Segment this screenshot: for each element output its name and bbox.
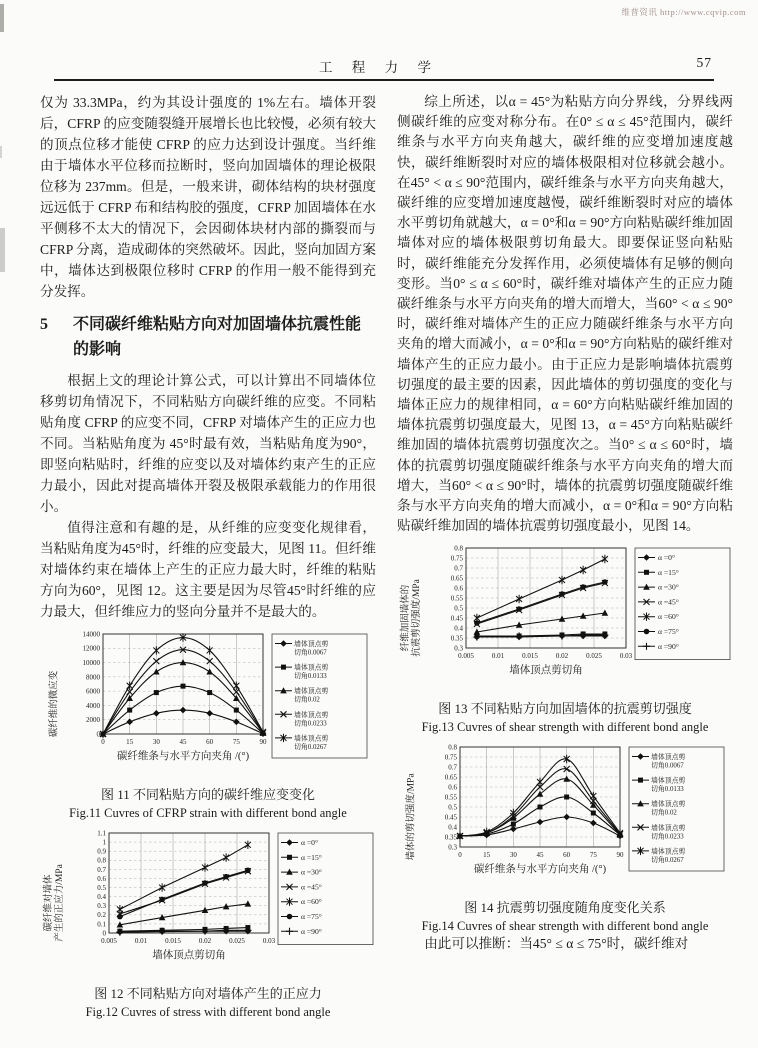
two-column-body [40,92,733,1020]
svg-text:8000: 8000 [86,673,100,682]
chart-plot [420,741,726,893]
fig14-line-chart [397,741,733,893]
svg-text:切角0.0133: 切角0.0133 [651,786,684,794]
svg-text:0.75: 0.75 [444,753,457,762]
svg-text:碳纤维条与水平方向夹角 /(°): 碳纤维条与水平方向夹角 /(°) [473,864,607,876]
svg-text:0.6: 0.6 [448,783,457,792]
y-axis-label: 碳纤维的微应变 [49,670,60,738]
svg-text:0.8: 0.8 [97,856,106,865]
svg-text:10000: 10000 [82,658,100,667]
svg-text:α =45°: α =45° [658,597,679,607]
svg-text:2000: 2000 [86,716,100,725]
svg-text:α =90°: α =90° [658,642,679,652]
page-number: 57 [696,55,712,70]
fig12-caption-zh: 图 12 不同粘贴方向对墙体产生的正应力 [94,986,322,1001]
svg-text:90: 90 [259,738,267,746]
svg-text:0.55: 0.55 [450,594,463,603]
watermark-text: 维普资讯 http://www.cqvip.com [621,7,746,17]
svg-text:0: 0 [102,929,106,938]
right-column [397,92,733,1020]
paragraph: 仅为 33.3MPa，约为其设计强度的 1%左右。墙体开裂后，CFRP 的应变随裂缝开展增长也比较慢，必须有较大的顶点位移才能使 CFRP 的应力达到设计强度。当纤维由于墙体水平位移而拉断时，竖向加固墙体的理论极限位移为 237mm。但是，一般来讲，砌体结构的块材强度远远低于 CFRP 布和结构胶的强度，CFRP 加固墙体在水平侧移不太大的情况下，会因砌体块材内部的撕裂而与 CFRP 分离，造成砌体的突然破坏。因此，竖向加固方案中，墙体达到极限位移时 CFRP 的作用一般不能得到充分发挥。 [40,95,376,299]
svg-text:墙体顶点剪: 墙体顶点剪 [294,641,329,648]
svg-text:0.55: 0.55 [444,793,457,802]
svg-text:切角0.0267: 切角0.0267 [294,743,327,751]
chart-plot [63,628,369,780]
paragraph: 值得注意和有趣的是，从纤维的应变变化规律看，当粘贴角度为45°时，纤维的应变最大，见图 11。但纤维对墙体约束在墙体上产生的正应力最大时，纤维的粘贴方向为60°，见图 12。这主要是因为尽管45°时纤维的应力最大，但纤维应力的竖向分量并不是最大的。 [40,520,376,619]
svg-text:0.2: 0.2 [97,911,106,920]
svg-text:α =0°: α =0° [658,553,675,563]
svg-text:墙体顶点剪切角: 墙体顶点剪切角 [152,950,226,961]
fig14-caption-en: Fig.14 Cuvres of shear strength with different bond angle [421,919,709,934]
fig11-line-chart [40,628,376,780]
svg-text:0.5: 0.5 [448,803,457,812]
svg-text:α =60°: α =60° [301,897,322,907]
svg-text:α =0°: α =0° [301,838,318,847]
svg-text:0.5: 0.5 [97,883,106,892]
svg-text:14000: 14000 [82,630,100,639]
svg-text:15: 15 [126,738,134,746]
svg-text:切角0.0233: 切角0.0233 [294,720,327,728]
svg-text:0.3: 0.3 [454,644,463,653]
left-column [40,92,376,1020]
fig13-line-chart [397,542,733,694]
svg-text:墙体顶点剪: 墙体顶点剪 [294,664,329,672]
section-heading [40,312,376,362]
svg-text:0.65: 0.65 [450,574,463,583]
svg-text:60: 60 [563,851,571,860]
svg-text:0.4: 0.4 [97,893,106,902]
header-rule [54,79,714,81]
svg-text:α =90°: α =90° [301,926,322,936]
figure-13 [397,542,733,735]
svg-text:0.3: 0.3 [448,843,457,852]
svg-text:墙体顶点剪: 墙体顶点剪 [651,801,686,809]
svg-text:0.8: 0.8 [454,544,463,553]
svg-text:30: 30 [152,738,160,746]
svg-text:45: 45 [179,738,187,746]
section-title: 不同碳纤维粘贴方向对加固墙体抗震性能的影响 [73,316,362,358]
svg-text:0.6: 0.6 [454,584,463,593]
svg-text:α =15°: α =15° [301,852,322,862]
svg-text:15: 15 [483,851,491,860]
svg-text:0.005: 0.005 [101,937,117,945]
svg-text:切角0.0267: 切角0.0267 [651,857,684,865]
svg-text:0.03: 0.03 [619,652,633,661]
svg-text:0.3: 0.3 [97,902,106,911]
chart-plot [69,827,375,979]
svg-text:墙体顶点剪: 墙体顶点剪 [651,825,686,833]
svg-text:0.015: 0.015 [165,937,181,945]
svg-text:0.02: 0.02 [198,937,212,945]
svg-text:α =30°: α =30° [658,583,679,593]
svg-text:碳纤维条与水平方向夹角 /(°): 碳纤维条与水平方向夹角 /(°) [116,751,250,762]
svg-text:0.65: 0.65 [444,773,457,782]
journal-title: 工 程 力 学 [318,60,440,75]
svg-text:0.75: 0.75 [450,554,463,563]
fig14-caption-zh: 图 14 抗震剪切强度随角度变化关系 [464,900,666,916]
fig12-caption-en: Fig.12 Cuvres of stress with different bond angle [85,1005,331,1019]
svg-text:墙体顶点剪: 墙体顶点剪 [651,778,686,786]
svg-text:6000: 6000 [86,687,100,696]
y-axis-label: 纤维加固墙体的 抗震剪切强度/MPa [401,579,422,658]
paragraph: 综上所述，以α = 45°为粘贴方向分界线，分界线两侧碳纤维的应变对称分布。在0° ≤ α ≤ 45°范围内，碳纤维条与水平方向夹角越大，碳纤维的应变增加速度越快，碳纤维断裂时对应的墙体极限相对位移就会越小。在45° < α ≤ 90°范围内，碳纤维条与水平方向夹角越大，碳纤维的应变增加速度越慢，碳纤维断裂时对应的墙体水平剪切角就越大，α = 0°和α = 90°方向粘贴碳纤维加固墙体对应的墙体极限剪切角最大。即要保证竖向粘贴时，碳纤维能充分发挥作用，必须使墙体有足够的侧向变形。当0° ≤ α ≤ 60°时，碳纤维对墙体产生的正应力随碳纤维条与水平方向夹角的增大而增大，当60° < α ≤ 90°时，碳纤维对墙体产生的正应力随碳纤维条与水平方向夹角的增大而减小，α = 0°和α = 90°方向粘贴的碳纤维对墙体产生的正应力最小。由于正应力是影响墙体抗震剪切强度的最主要的因素，因此墙体的剪切强度的变化与墙体正应力的规律相同，α = 60°方向粘贴碳纤维加固的墙体抗震剪切强度最大，见图 13，α = 45°方向粘贴碳纤维加固的墙体抗震剪切强度次之。当0° ≤ α ≤ 60°时，墙体的抗震剪切强度随碳纤维条与水平方向夹角的增大而增大，当60° < α ≤ 90°时，墙体的抗震剪切强度随碳纤维条与水平方向夹角的增大而减小，α = 0°和α = 90°方向粘贴碳纤维加固的墙体抗震剪切强度最小，见图 14。 [397,94,733,534]
svg-text:30: 30 [509,851,517,860]
svg-text:12000: 12000 [82,644,100,653]
svg-text:4000: 4000 [86,701,100,710]
svg-text:墙体顶点剪: 墙体顶点剪 [294,711,329,719]
scan-artifact [0,4,4,32]
fig11-caption-en: Fig.11 Cuvres of CFRP strain with different bond angle [69,806,347,820]
svg-text:α =45°: α =45° [301,882,322,892]
svg-text:0.7: 0.7 [97,865,106,874]
section-number: 5 [40,316,48,333]
svg-text:0.8: 0.8 [448,743,457,752]
svg-text:1: 1 [102,838,106,847]
fig13-caption-en: Fig.13 Cuvres of shear strength with different bond angle [421,720,709,735]
fig11-caption-zh: 图 11 不同粘贴方向的碳纤维应变变化 [100,787,316,802]
svg-text:α =75°: α =75° [658,627,679,637]
paragraph: 根据上文的理论计算公式，可以计算出不同墙体位移剪切角情况下，不同粘贴方向碳纤维的应变。不同粘贴角度 CFRP 的应变不同，CFRP 对墙体产生的正应力也不同。当粘贴角度为 45°时最有效，当粘贴角度为90°，即竖向粘贴时，纤维的应变以及对墙体约束产生的正应力最小，因此对提高墙体开裂及极限承载能力的作用很小。 [40,373,376,514]
figure-12 [40,827,376,1020]
svg-text:切角0.0067: 切角0.0067 [651,762,684,770]
svg-text:0.9: 0.9 [97,847,106,856]
svg-text:0.45: 0.45 [444,813,457,822]
svg-text:0.35: 0.35 [444,833,457,842]
y-axis-label: 墙体的剪切强度/MPa [406,773,417,862]
svg-text:0: 0 [101,738,105,746]
svg-text:切角0.0233: 切角0.0233 [651,833,684,841]
svg-text:切角0.02: 切角0.02 [294,696,320,704]
svg-text:墙体顶点剪: 墙体顶点剪 [651,848,686,856]
svg-text:0.7: 0.7 [454,564,463,573]
y-axis-label: 碳纤维对墙体 产生的正应力/MPa [44,864,65,942]
svg-text:90: 90 [616,851,624,860]
svg-text:α =30°: α =30° [301,867,322,877]
fig12-line-chart [40,827,376,979]
svg-text:α =75°: α =75° [301,912,322,921]
scan-artifact [0,228,5,272]
svg-text:墙体顶点剪: 墙体顶点剪 [651,754,686,762]
svg-text:0: 0 [96,730,100,739]
svg-text:α =60°: α =60° [658,612,679,622]
svg-text:0.4: 0.4 [448,823,457,832]
svg-text:0.7: 0.7 [448,763,457,772]
svg-text:墙体顶点剪切角: 墙体顶点剪切角 [509,665,583,677]
svg-text:0.01: 0.01 [134,937,148,945]
svg-text:45: 45 [536,851,544,860]
figure-14 [397,741,733,934]
svg-text:60: 60 [206,738,214,746]
svg-text:1.1: 1.1 [97,829,106,838]
svg-text:0.005: 0.005 [458,652,474,661]
svg-text:0.01: 0.01 [491,652,505,661]
svg-text:0.03: 0.03 [262,937,276,945]
svg-text:0.015: 0.015 [522,652,538,661]
closing-line: 由此可以推断：当45° ≤ α ≤ 75°时，碳纤维对 [424,936,689,952]
svg-text:0.02: 0.02 [555,652,569,661]
svg-text:0.6: 0.6 [97,874,106,883]
svg-text:墙体顶点剪: 墙体顶点剪 [294,735,329,743]
figure-11 [40,628,376,821]
svg-text:0.025: 0.025 [229,937,245,945]
svg-text:0.4: 0.4 [454,624,463,633]
svg-text:0.45: 0.45 [450,614,463,623]
scan-artifact [0,146,2,158]
svg-text:切角0.0067: 切角0.0067 [294,649,327,657]
svg-text:切角0.0133: 切角0.0133 [294,673,327,681]
svg-text:α =15°: α =15° [658,568,679,578]
chart-plot [426,542,732,694]
svg-text:0.025: 0.025 [586,652,602,661]
svg-text:0: 0 [458,851,462,860]
svg-text:0.5: 0.5 [454,604,463,613]
svg-text:75: 75 [589,851,597,860]
svg-text:75: 75 [232,738,240,746]
svg-text:0.35: 0.35 [450,634,463,643]
svg-text:0.1: 0.1 [97,920,106,929]
fig13-caption-zh: 图 13 不同粘贴方向加固墙体的抗震剪切强度 [438,701,692,717]
svg-text:切角0.02: 切角0.02 [651,810,677,818]
svg-text:墙体顶点剪: 墙体顶点剪 [294,688,329,696]
